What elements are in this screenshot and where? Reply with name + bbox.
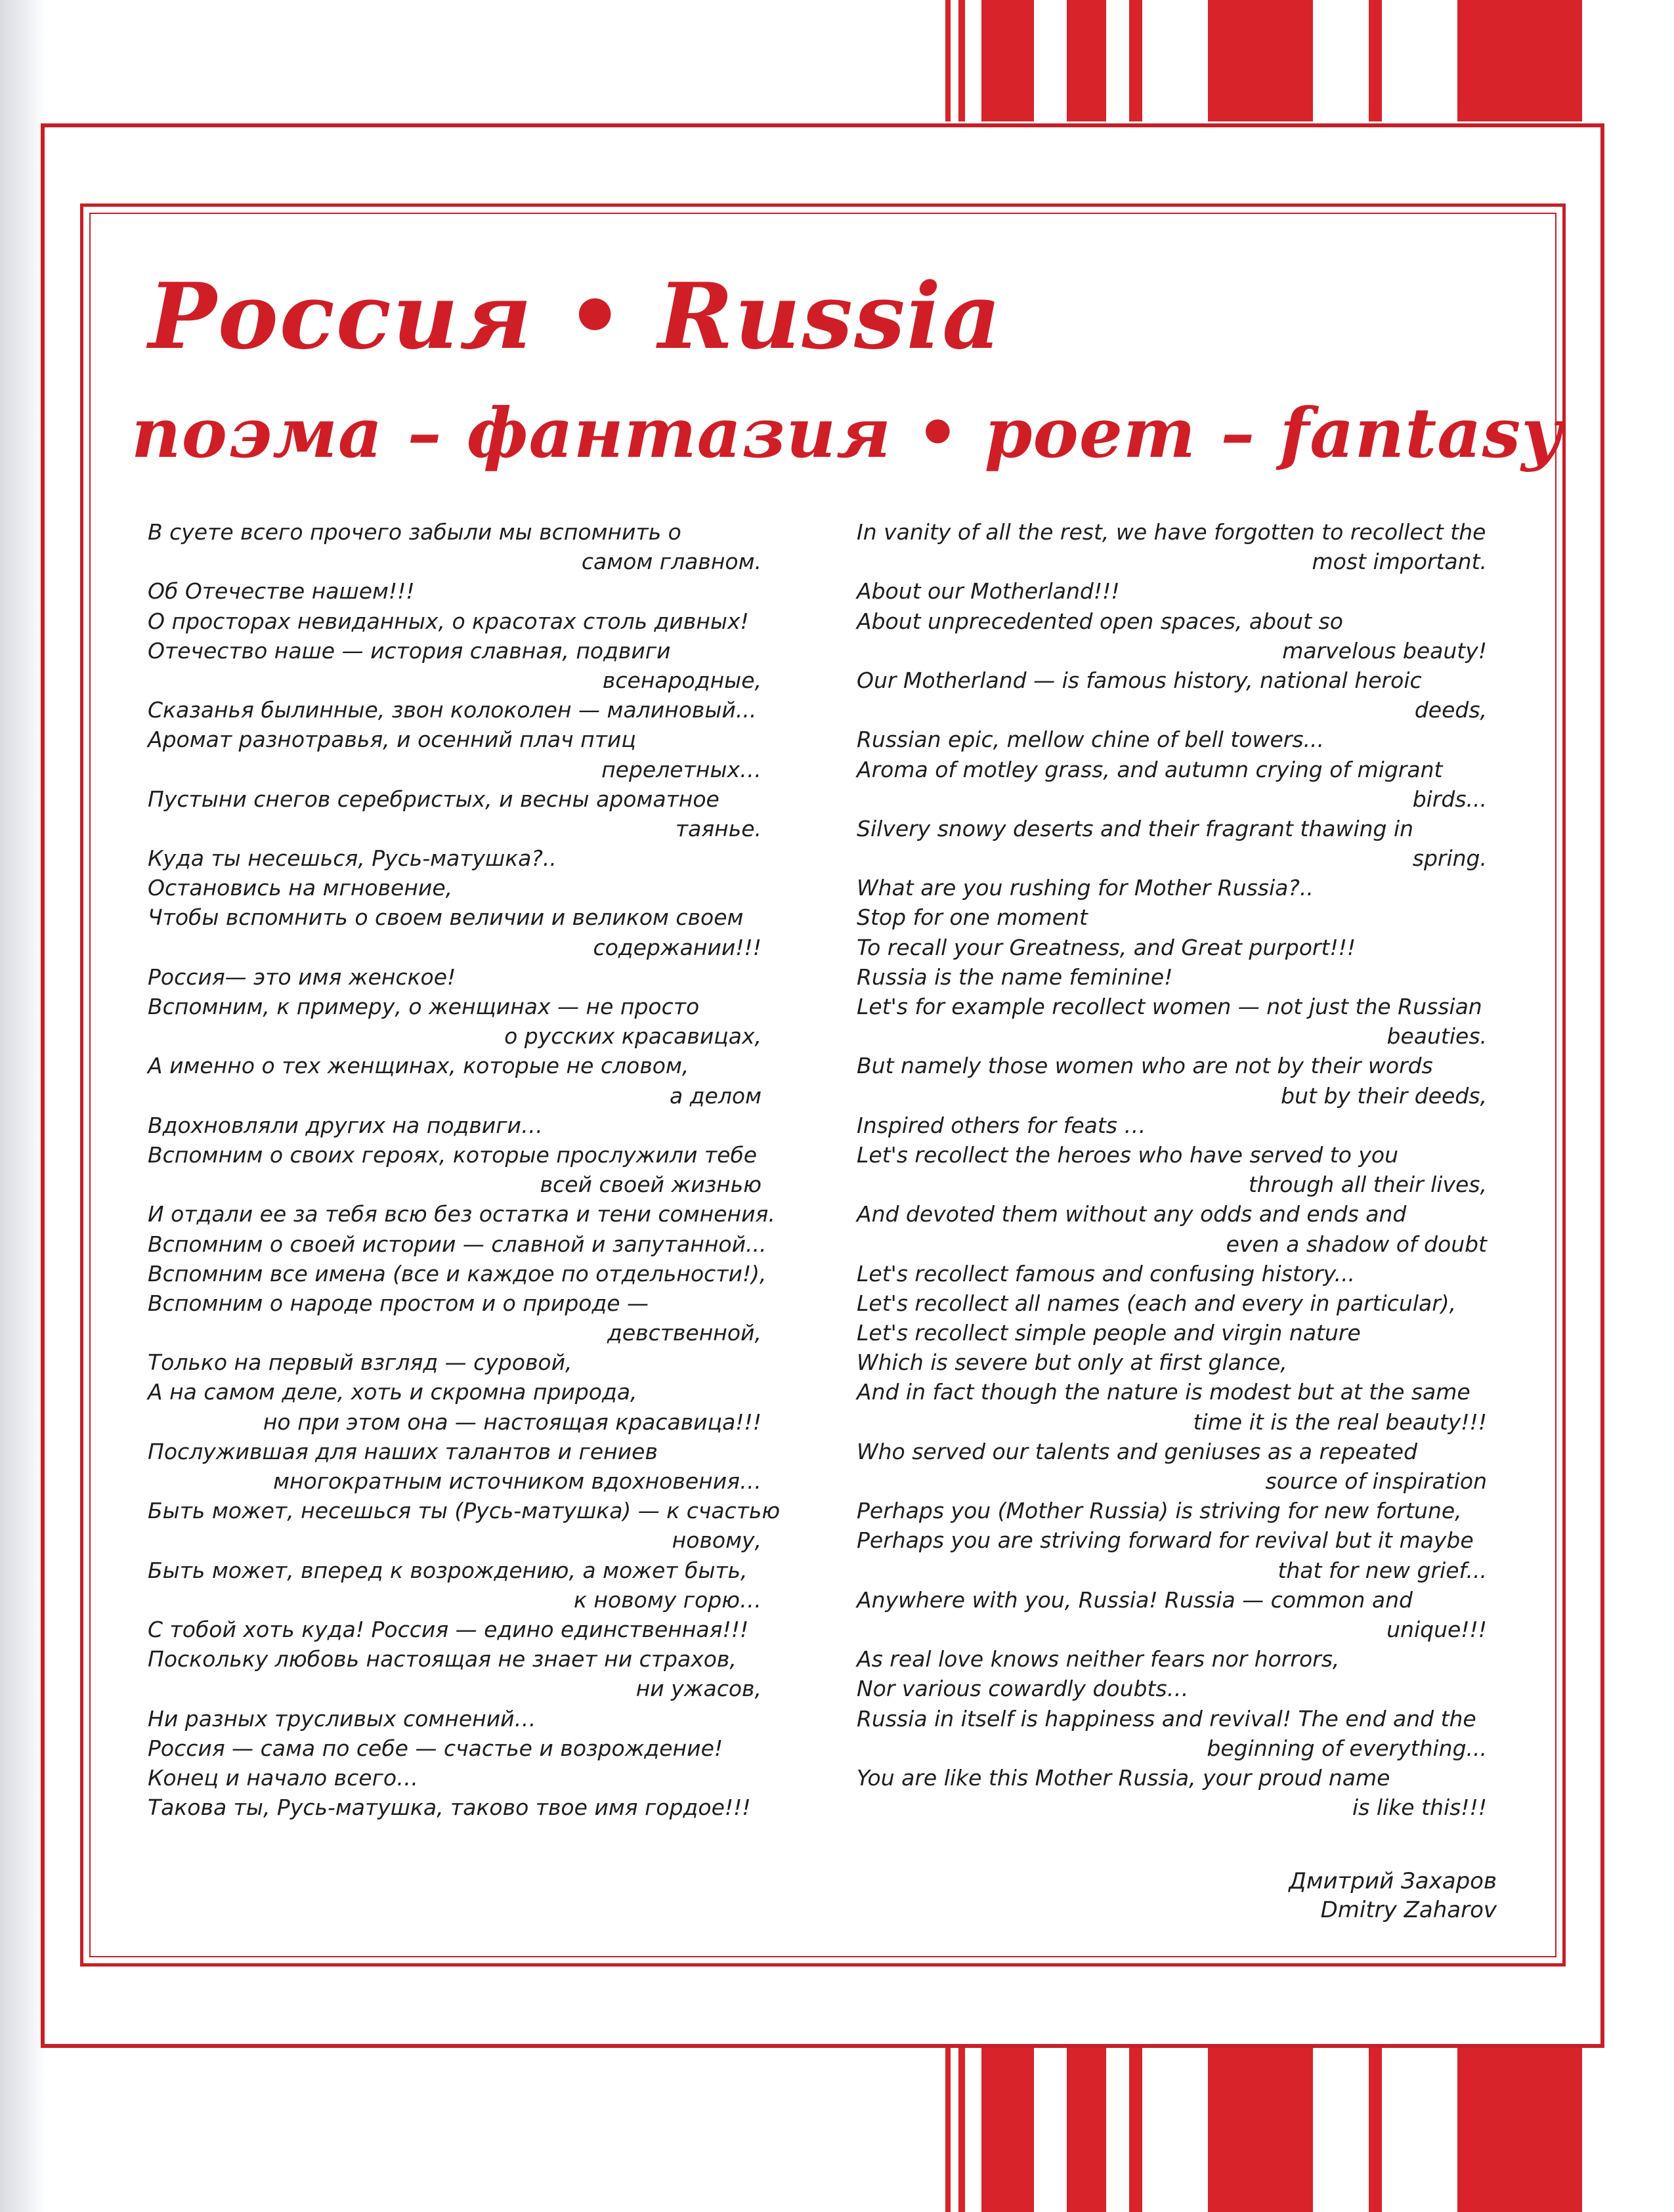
poem-en-line: but by their deeds,: [1281, 1082, 1487, 1109]
poem-ru-line: И отдали ее за тебя всю без остатка и тени сомнения.: [148, 1201, 775, 1227]
poem-ru-line: Послужившая для наших талантов и гениев: [148, 1438, 658, 1464]
poem-en-line: source of inspiration: [1265, 1468, 1487, 1494]
poem-en-line: Which is severe but only at first glance,: [857, 1350, 1287, 1376]
bottom-red-stripes: [945, 2048, 1674, 2212]
poem-ru-line: Такова ты, Русь-матушка, таково твое имя гордое!!!: [148, 1795, 751, 1821]
poem-ru-line: Чтобы вспомнить о своем величии и великом своем: [148, 904, 744, 931]
poem-ru-line: Сказанья былинные, звон колоколен — малиновый...: [148, 697, 757, 723]
poem-ru-line: Быть может, несешься ты (Русь-матушка) — к счастью: [148, 1498, 781, 1524]
poem-ru-line: к новому горю…: [574, 1586, 762, 1613]
top-red-stripes: [945, 0, 1674, 121]
poem-ru-line: ни ужасов,: [635, 1676, 762, 1702]
poem-ru-line: Вдохновляли других на подвиги…: [148, 1112, 544, 1138]
poem-ru-line: А на самом деле, хоть и скромна природа,: [148, 1379, 637, 1405]
poem-en-line: And devoted them without any odds and ends and: [857, 1201, 1407, 1227]
poem-en-line: Our Motherland — is famous history, national heroic: [857, 667, 1422, 693]
poem-ru-line: В суете всего прочего забыли мы вспомнить о: [148, 519, 681, 545]
poem-ru-line: А именно о тех женщинах, которые не словом,: [148, 1053, 689, 1079]
poem-en-line: Let's for example recollect women — not just the Russian: [857, 994, 1482, 1019]
poem-ru-line: Россия— это имя женское!: [148, 964, 456, 990]
poem-en-line: beginning of everything...: [1207, 1735, 1487, 1761]
poem-en-line: marvelous beauty!: [1282, 637, 1487, 664]
poem-ru-line: содержании!!!: [593, 934, 762, 960]
poem-en-line: What are you rushing for Mother Russia?..: [857, 875, 1314, 901]
poem-ru-line: Об Отечестве нашем!!!: [148, 578, 415, 605]
poem-en-line: Russia is the name feminine!: [857, 964, 1173, 990]
poem-en-line: birds...: [1412, 786, 1487, 812]
poem-english-column: [857, 517, 1487, 1822]
poem-en-line: And in fact though the nature is modest but at the same: [857, 1379, 1470, 1405]
poem-en-line: Perhaps you are striving forward for revival but it maybe: [857, 1527, 1474, 1554]
poem-ru-line: Пустыни снегов серебристых, и весны ароматное: [148, 786, 719, 812]
poem-en-line: Perhaps you (Mother Russia) is striving for new fortune,: [857, 1498, 1462, 1524]
poem-en-line: Silvery snowy deserts and their fragrant thawing in: [857, 815, 1414, 841]
poem-en-line: Let's recollect simple people and virgin nature: [857, 1320, 1361, 1346]
poem-ru-line: С тобой хоть куда! Россия — едино единственная!!!: [148, 1616, 749, 1642]
signature-russian: Дмитрий Захаров: [1289, 1868, 1497, 1894]
poem-en-line: deeds,: [1414, 697, 1487, 723]
poem-en-line: Anywhere with you, Russia! Russia — common and: [857, 1586, 1413, 1613]
poem-russian-column: [148, 517, 781, 1822]
poem-ru-line: Россия — сама по себе — счастье и возрождение!: [148, 1735, 723, 1761]
poem-ru-line: Вспомним о своих героях, которые прослужили тебе: [148, 1141, 758, 1168]
poem-ru-line: Куда ты несешься, Русь-матушка?..: [148, 845, 557, 872]
poem-ru-line: Вспомним все имена (все и каждое по отдельности!),: [148, 1260, 767, 1287]
poem-ru-line: Вспомним о своей истории — славной и запутанной...: [148, 1231, 767, 1257]
poem-en-line: About our Motherland!!!: [857, 578, 1120, 605]
poem-ru-line: таянье.: [675, 815, 762, 841]
poem-en-line: You are like this Mother Russia, your proud name: [857, 1764, 1390, 1791]
poem-ru-line: всей своей жизнью: [540, 1172, 762, 1198]
poem-en-line: Who served our talents and geniuses as a repeated: [857, 1438, 1418, 1464]
poem-en-line: Let's recollect the heroes who have served to you: [857, 1141, 1399, 1168]
signature-english: Dmitry Zaharov: [1320, 1897, 1497, 1923]
poem-en-line: beauties.: [1386, 1023, 1487, 1050]
poem-en-line: through all their lives,: [1248, 1172, 1487, 1198]
poem-en-line: To recall your Greatness, and Great purport!!!: [857, 934, 1356, 960]
poem-ru-line: Вспомним, к примеру, о женщинах — не просто: [148, 994, 700, 1019]
poem-ru-line: многократным источником вдохновения…: [273, 1468, 762, 1494]
poem-ru-line: О просторах невиданных, о красотах столь дивных!: [148, 608, 749, 634]
poem-en-line: time it is the real beauty!!!: [1193, 1409, 1487, 1435]
page-subtitle: поэма – фантазия • poem – fantasy: [131, 393, 1562, 473]
poem-en-line: Aroma of motley grass, and autumn crying of migrant: [857, 756, 1443, 782]
poem-en-line: But namely those women who are not by their words: [857, 1053, 1433, 1079]
poem-en-line: As real love knows neither fears nor horrors,: [857, 1646, 1340, 1672]
poem-en-line: Inspired others for feats …: [857, 1112, 1146, 1138]
poem-en-line: spring.: [1412, 845, 1487, 872]
poem-ru-line: перелетных…: [601, 756, 762, 782]
poem-en-line: Nor various cowardly doubts…: [857, 1676, 1189, 1702]
poem-en-line: that for new grief...: [1277, 1557, 1487, 1583]
poem-en-line: Russian epic, mellow chine of bell towers...: [857, 727, 1324, 753]
poem-ru-line: но при этом она — настоящая красавица!!!: [263, 1409, 762, 1435]
poem-ru-line: Только на первый взгляд — суровой,: [148, 1350, 572, 1376]
poem-ru-line: Конец и начало всего…: [148, 1764, 419, 1791]
poem-ru-line: Вспомним о народе простом и о природе —: [148, 1290, 649, 1316]
poem-en-line: unique!!!: [1386, 1616, 1487, 1642]
page-title: Россия • Russia: [148, 263, 1002, 370]
poem-ru-line: самом главном.: [581, 549, 762, 575]
poem-en-line: most important.: [1312, 549, 1487, 575]
poem-ru-line: а делом: [669, 1082, 762, 1109]
poem-en-line: In vanity of all the rest, we have forgotten to recollect the: [857, 519, 1486, 545]
poem-ru-line: девственной,: [607, 1320, 762, 1346]
poem-ru-line: Остановись на мгновение,: [148, 875, 453, 901]
poem-en-line: Let's recollect famous and confusing history...: [857, 1260, 1356, 1287]
poem-ru-line: Ни разных трусливых сомнений…: [148, 1705, 536, 1732]
poem-ru-line: Отечество наше — история славная, подвиги: [148, 637, 671, 664]
poem-en-line: even a shadow of doubt: [1226, 1231, 1487, 1257]
poem-en-line: is like this!!!: [1352, 1795, 1487, 1821]
poem-en-line: About unprecedented open spaces, about so: [857, 608, 1343, 634]
poem-ru-line: новому,: [672, 1527, 762, 1554]
poem-en-line: Russia in itself is happiness and revival! The end and the: [857, 1705, 1476, 1732]
poem-ru-line: о русских красавицах,: [504, 1023, 762, 1050]
poem-ru-line: Быть может, вперед к возрождению, а может быть,: [148, 1557, 748, 1583]
poem-ru-line: всенародные,: [602, 667, 762, 693]
poem-ru-line: Поскольку любовь настоящая не знает ни страхов,: [148, 1646, 737, 1672]
poem-en-line: Stop for one moment: [857, 904, 1088, 931]
poem-en-line: Let's recollect all names (each and every in particular),: [857, 1290, 1457, 1316]
page-gutter-shadow: [0, 0, 46, 2212]
poem-ru-line: Аромат разнотравья, и осенний плач птиц: [148, 727, 636, 753]
